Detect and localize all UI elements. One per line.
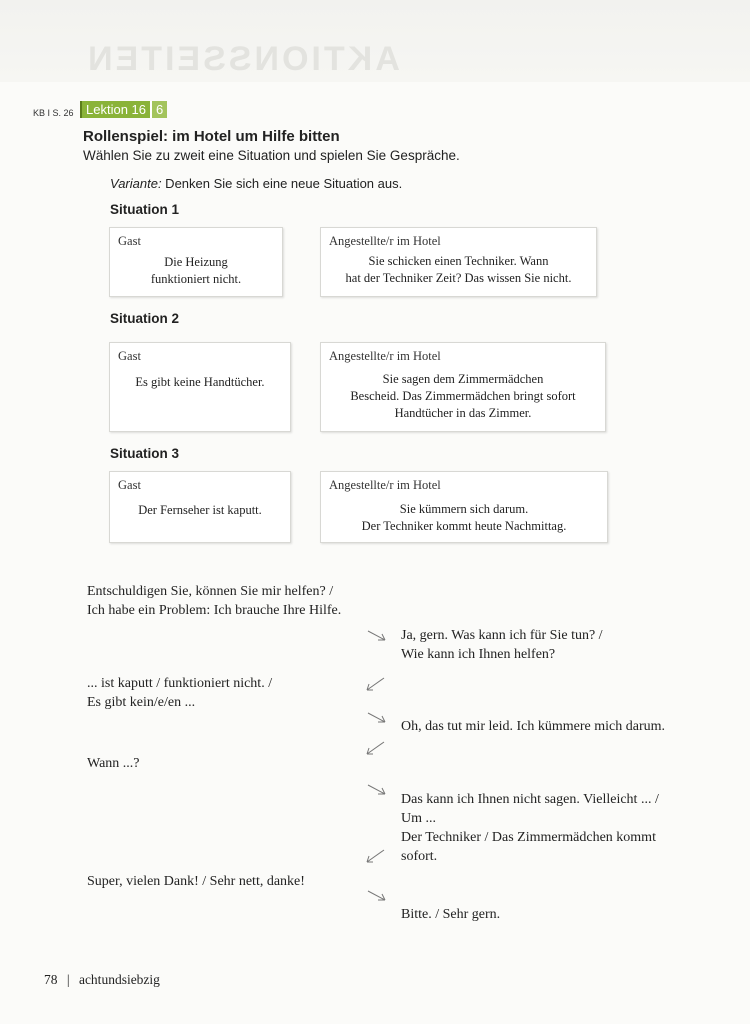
- exercise-title: Rollenspiel: im Hotel um Hilfe bitten: [83, 128, 340, 145]
- dialog-right-line: Ja, gern. Was kann ich für Sie tun? / Wie kann ich Ihnen helfen?: [401, 628, 603, 662]
- dialog-right-line: Das kann ich Ihnen nicht sagen. Vielleicht ... / Um ... Der Techniker / Das Zimmermädchen kommt sofort.: [401, 792, 659, 864]
- guest-card: [109, 471, 291, 543]
- guest-card: [109, 342, 291, 432]
- situation-label: Situation 2: [110, 311, 180, 326]
- guest-role: Gast: [118, 349, 141, 363]
- guest-role: Gast: [118, 478, 141, 492]
- guest-role: Gast: [118, 234, 141, 248]
- arrow-right-down-icon: [366, 888, 388, 904]
- staff-text: Sie kümmern sich darum. Der Techniker kommt heute Nachmittag.: [361, 502, 567, 533]
- arrow-left-down-icon: [364, 848, 386, 864]
- staff-text: Sie sagen dem Zimmermädchen Bescheid. Das Zimmermädchen bringt sofort Handtücher in das Zimmer.: [350, 372, 576, 420]
- guest-text: Der Fernseher ist kaputt.: [138, 503, 262, 517]
- guest-text: Es gibt keine Handtücher.: [135, 375, 265, 389]
- staff-text: Sie schicken einen Techniker. Wann hat der Techniker Zeit? Das wissen Sie nicht.: [345, 254, 572, 285]
- arrow-right-down-icon: [366, 782, 388, 798]
- dialog-left-line: Super, vielen Dank! / Sehr nett, danke!: [87, 874, 305, 889]
- variante-text: Denken Sie sich eine neue Situation aus.: [161, 176, 403, 191]
- variante-line: [110, 176, 402, 191]
- variante-label: Variante:: [110, 176, 162, 191]
- ghost-title: AKTIONSSEITEN: [85, 40, 400, 78]
- page-word: achtundsiebzig: [78, 972, 160, 987]
- kb-reference: KB I S. 26: [33, 108, 74, 118]
- staff-role: Angestellte/r im Hotel: [329, 478, 441, 492]
- page-footer: [44, 972, 160, 988]
- staff-card: [320, 471, 608, 543]
- staff-role: Angestellte/r im Hotel: [329, 349, 441, 363]
- guest-card: [109, 227, 283, 297]
- dialog-left-line: Wann ...?: [87, 756, 140, 771]
- dialog-left-line: ... ist kaputt / funktioniert nicht. / Es gibt kein/e/en ...: [87, 676, 273, 710]
- arrow-left-down-icon: [364, 740, 386, 756]
- dialog-right-line: Bitte. / Sehr gern.: [401, 907, 501, 922]
- exercise-instruction: Wählen Sie zu zweit eine Situation und spielen Sie Gespräche.: [83, 148, 460, 163]
- lektion-label: Lektion 16: [80, 101, 150, 118]
- staff-role: Angestellte/r im Hotel: [329, 234, 441, 248]
- dialog-left-line: Entschuldigen Sie, können Sie mir helfen? / Ich habe ein Problem: Ich brauche Ihre Hilfe.: [87, 584, 342, 618]
- footer-separator: |: [66, 972, 70, 987]
- situation-label: Situation 1: [110, 202, 180, 217]
- dialog-right-line: Oh, das tut mir leid. Ich kümmere mich darum.: [401, 719, 665, 734]
- situation-label: Situation 3: [110, 446, 180, 461]
- staff-card: [320, 342, 606, 432]
- staff-card: [320, 227, 597, 297]
- guest-text: Die Heizung funktioniert nicht.: [150, 255, 242, 286]
- page-number: 78: [44, 972, 58, 987]
- top-band: [0, 0, 750, 82]
- lektion-section: 6: [152, 101, 167, 118]
- arrow-right-down-icon: [366, 710, 388, 726]
- arrow-left-down-icon: [364, 676, 386, 692]
- arrow-right-down-icon: [366, 628, 388, 644]
- lektion-badge: [80, 101, 167, 118]
